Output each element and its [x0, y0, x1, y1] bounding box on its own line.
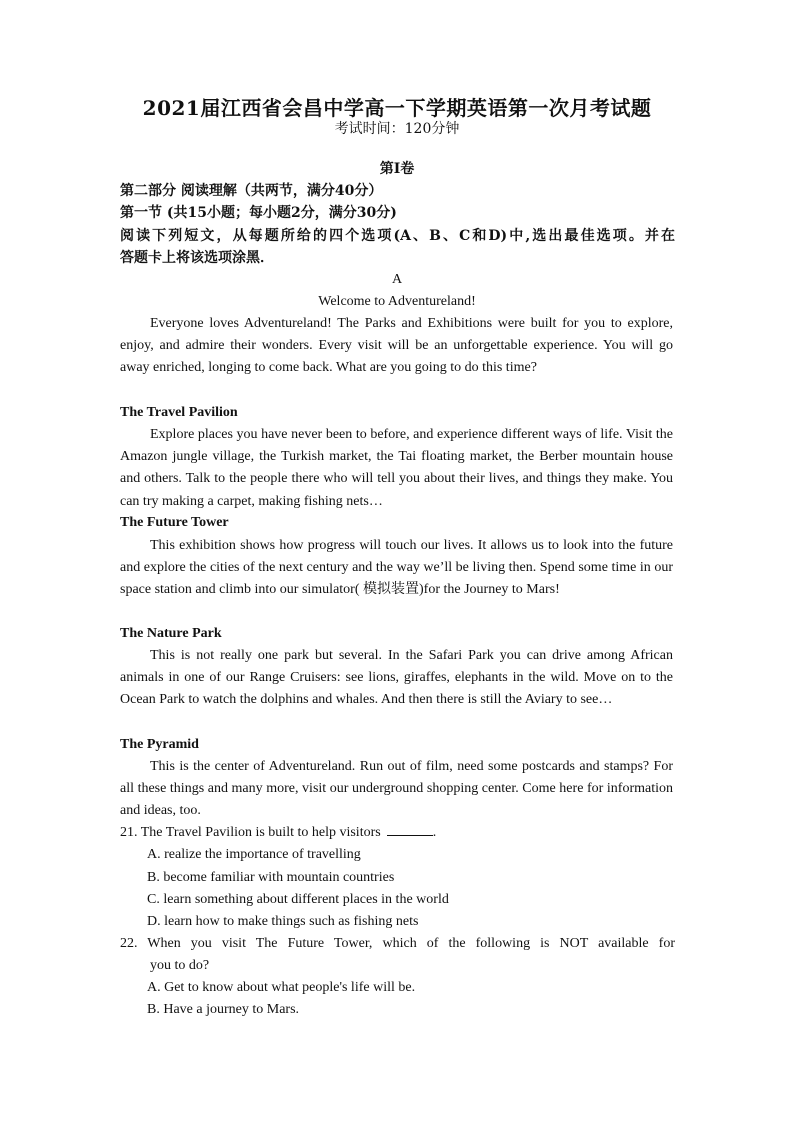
travel-pavilion-text	[120, 424, 673, 513]
q21-option-d: D. learn how to make things such as fishing nets	[147, 914, 419, 929]
passage-label: A	[391, 272, 403, 287]
part-heading: 第二部分 阅读理解（共两节，满分40分）	[120, 183, 383, 199]
travel-pavilion-heading: The Travel Pavilion	[120, 405, 238, 420]
travel-pavilion-body: Explore places you have never been to before, and experience different ways of life. Visit the Amazon jungle village, the Turkish market, the Tai floating market, the Berber mountain house and others. Talk to the people there who will tell you about their lives, and things they make. You can try making a carpet, making fishing nets…	[120, 427, 673, 509]
volume-label: 第I卷	[379, 161, 415, 177]
passage-title: Welcome to Adventureland!	[318, 294, 476, 309]
pyramid-body: This is the center of Adventureland. Run out of film, need some postcards and stamps? For all these things and many more, visit our underground shopping center. Come here for information and ideas, too.	[120, 759, 673, 819]
q22-option-a: A. Get to know about what people's life will be.	[147, 980, 416, 995]
q21-option-a: A. realize the importance of travelling	[147, 847, 361, 862]
future-tower-heading: The Future Tower	[120, 515, 229, 530]
pyramid-heading: The Pyramid	[120, 737, 199, 752]
question-21: 21. The Travel Pavilion is built to help visitors .	[120, 825, 437, 840]
nature-park-body: This is not really one park but several. In the Safari Park you can drive among African animals in one of our Range Cruisers: see lions, giraffes, elephants in the wild. Move on to the Ocean Park to watch the dolphins and whales. And then there is still the Aviary to see…	[120, 648, 673, 708]
nature-park-heading: The Nature Park	[120, 626, 222, 641]
q21-option-b: B. become familiar with mountain countries	[147, 870, 395, 885]
instruction-line-2: 答题卡上将该选项涂黑．	[120, 250, 274, 266]
nature-park-text	[120, 645, 673, 712]
section-heading: 第一节 (共15小题；每小题2分，满分30分)	[120, 205, 397, 221]
instruction-line-1: 阅读下列短文，从每题所给的四个选项(A、B、C和D)中,选出最佳选项。并在	[120, 228, 675, 244]
pyramid-text	[120, 756, 673, 823]
future-tower-text	[120, 535, 673, 602]
exam-title: 2021届江西省会昌中学高一下学期英语第一次月考试题	[142, 96, 652, 120]
future-tower-body: This exhibition shows how progress will touch our lives. It allows us to look into the future and explore the cities of the next century and the way we’ll be living then. Spend some time in our space station and climb into our simulator( 模拟装置)for the Journey to Mars!	[120, 538, 673, 598]
passage-intro	[120, 313, 673, 380]
q21-option-c: C. learn something about different places in the world	[147, 892, 449, 907]
q22-option-b: B. Have a journey to Mars.	[147, 1002, 300, 1017]
exam-time: 考试时间：120分钟	[334, 121, 460, 137]
question-22-stem-line-1: 22. When you visit The Future Tower, which of the following is NOT available for	[120, 936, 675, 951]
passage-intro-text: Everyone loves Adventureland! The Parks and Exhibitions were built for you to explore, enjoy, and admire their wonders. Every visit will be an unforgettable experience. You will go away enriched, longing to come back. What are you going to do this time?	[120, 316, 673, 376]
answer-blank	[387, 823, 433, 836]
question-22-stem-line-2: you to do?	[150, 958, 210, 973]
question-21-stem: 21. The Travel Pavilion is built to help visitors	[120, 825, 381, 840]
